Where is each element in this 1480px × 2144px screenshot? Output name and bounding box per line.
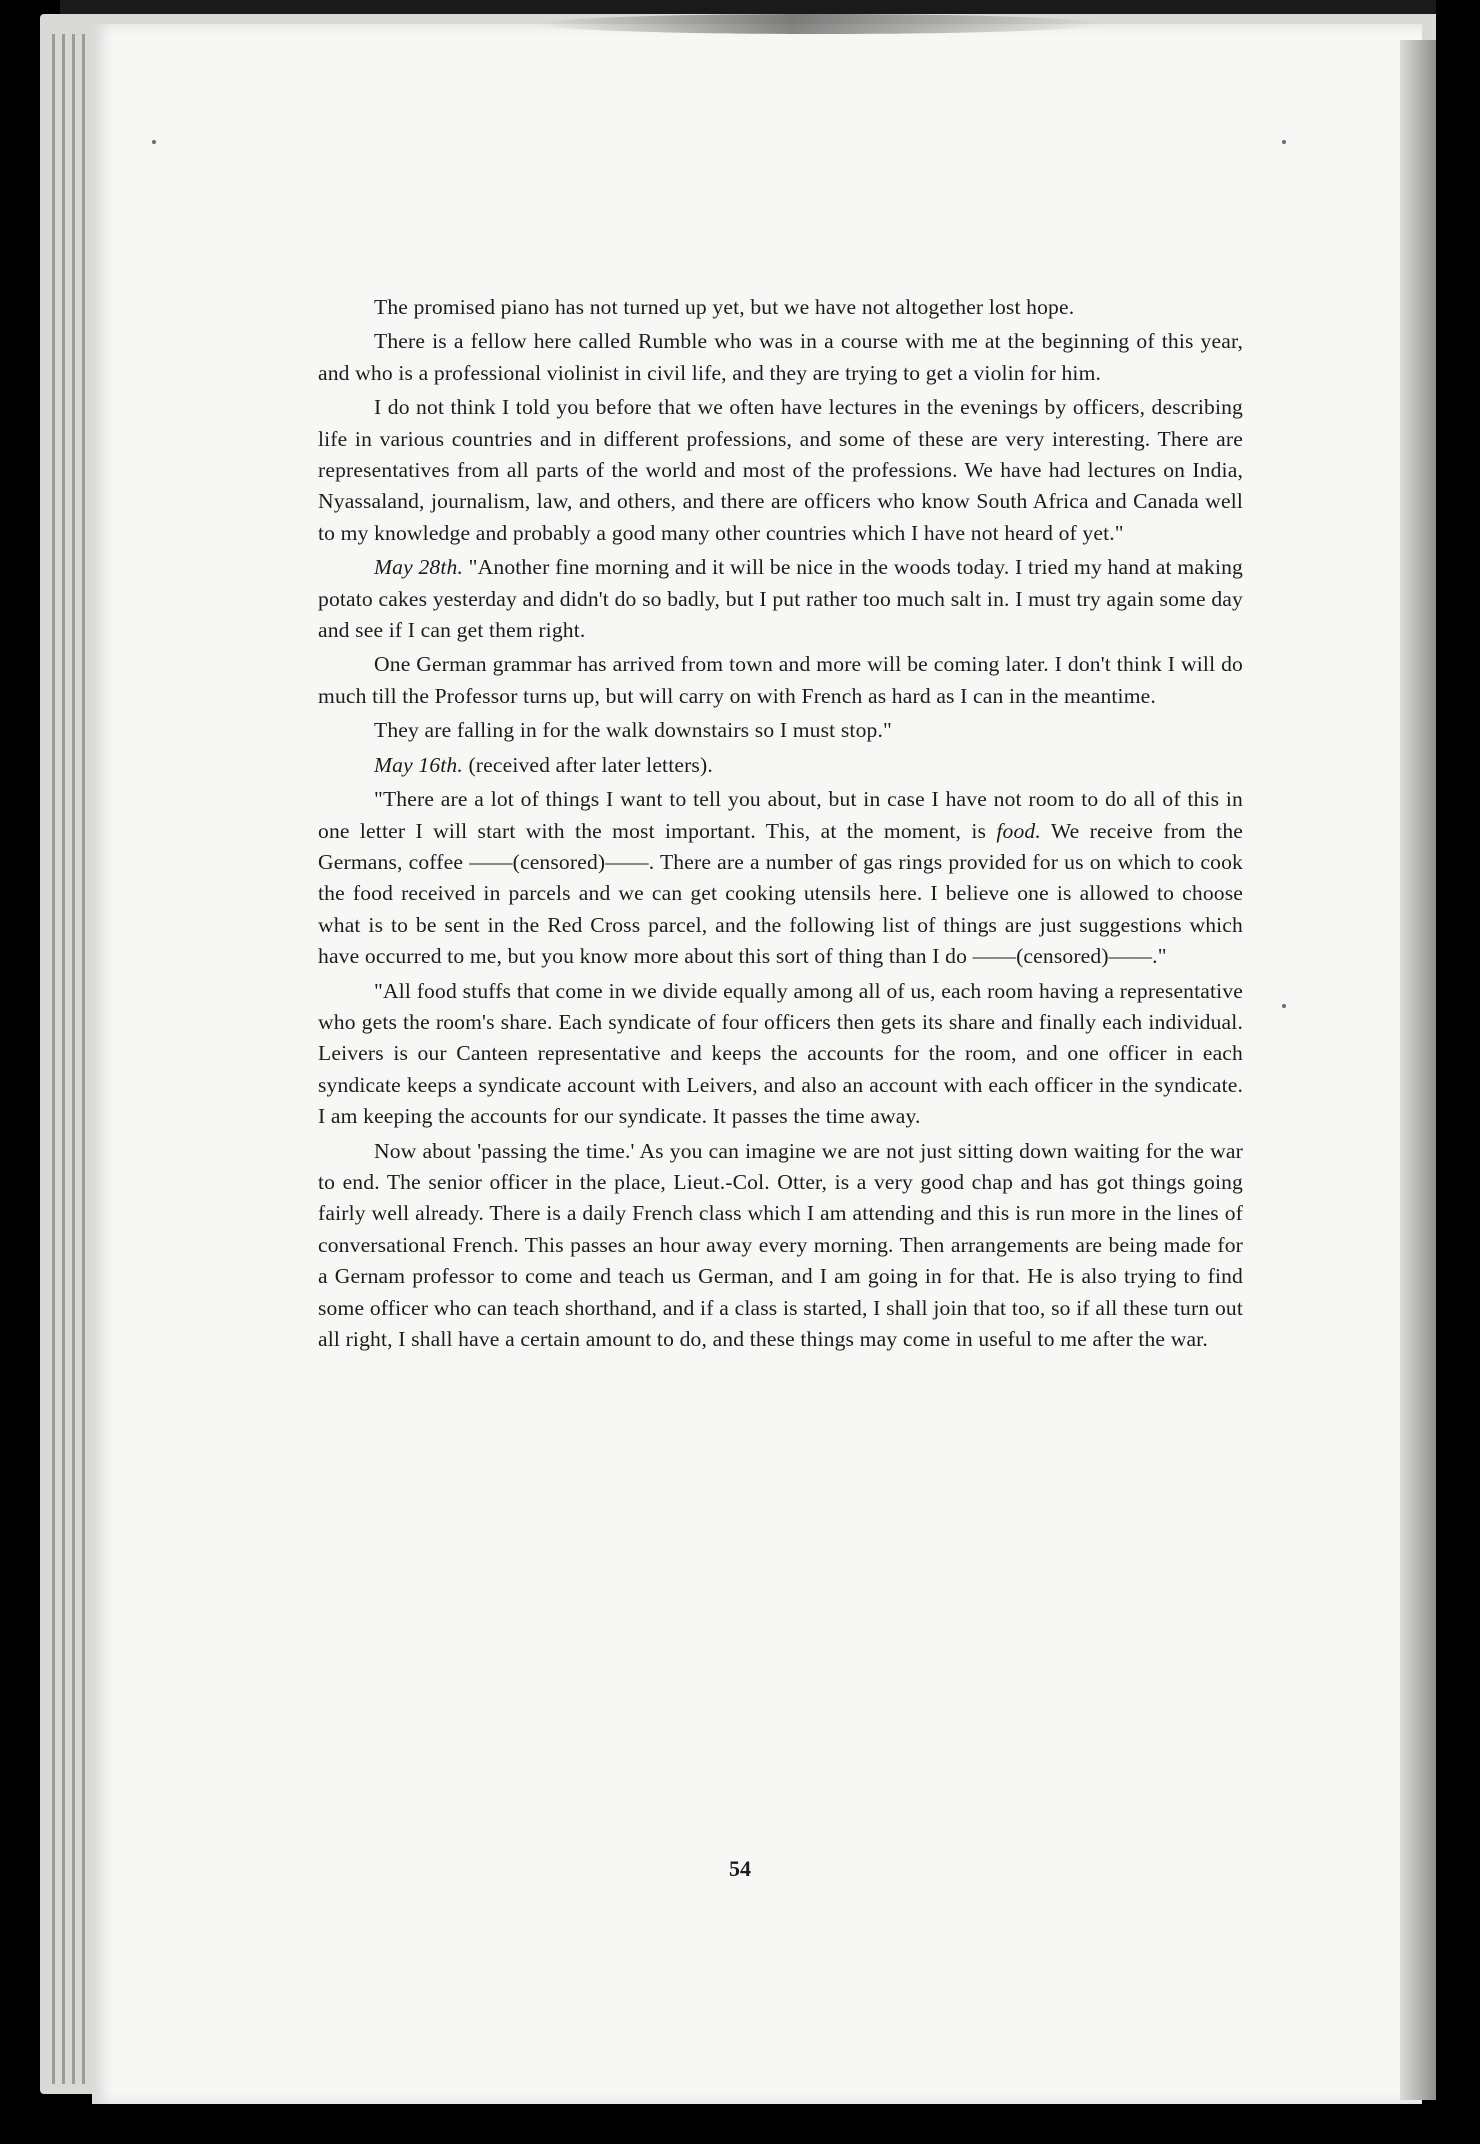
page-edge-line [82, 34, 85, 2084]
letter-text-body [318, 292, 1243, 1355]
paragraph-text: We receive from the Germans, coffee ——(censored)——. There are a number of gas rings provided for us on which to cook the food received in parcels and we can get cooking utensils here. I believe one is allowed to choose what is to be sent in the Red Cross parcel, and the following list of things are just suggestions which have occurred to me, but you know more about this sort of thing than I do ——(censored)——." [318, 818, 1243, 969]
paragraph: I do not think I told you before that we often have lectures in the evenings by officers, describing life in various countries and in different professions, and some of these are very interesting. There are representatives from all parts of the world and most of the professions. We have had lectures on India, Nyassaland, journalism, law, and others, and there are officers who know South Africa and Canada well to my knowledge and probably a good many other countries which I have not heard of yet." [318, 395, 1243, 545]
paper-speck [1282, 140, 1286, 144]
page-right-shadow [1400, 40, 1436, 2100]
paragraph-text: "Another fine morning and it will be nice in the woods today. I tried my hand at making potato cakes yesterday and didn't do so badly, but I put rather too much salt in. I must try again some day and see if I can get them right. [318, 555, 1243, 643]
paper-speck [1282, 1004, 1286, 1008]
letter-date: May 28th. [374, 555, 464, 580]
paper-speck [152, 140, 156, 144]
paragraph: "All food stuffs that come in we divide equally among all of us, each room having a representative who gets the room's share. Each syndicate of four officers then gets its share and finally each individual. Leivers is our Canteen representative and keeps the accounts for the room, and one officer in each syndicate keeps a syndicate account with Leivers, and also an account with each officer in the syndicate. I am keeping the accounts for our syndicate. It passes the time away. [318, 978, 1243, 1129]
paragraph-text: (received after later letters). [462, 752, 713, 777]
paragraph: They are falling in for the walk downstairs so I must stop." [374, 718, 892, 743]
page-edge-line [52, 34, 55, 2084]
dated-paragraph [318, 750, 1243, 781]
page-edge-line [62, 34, 65, 2084]
paragraph [318, 784, 1243, 972]
page-edge-line [72, 34, 75, 2084]
emphasized-word: food. [996, 818, 1041, 843]
dated-paragraph [318, 552, 1243, 646]
page-top-crease [540, 14, 1100, 34]
paragraph: One German grammar has arrived from town and more will be coming later. I don't think I will do much till the Professor turns up, but will carry on with French as hard as I can in the meantime. [318, 652, 1243, 708]
page-number: 54 [729, 1856, 751, 1881]
scan-right-border [1436, 0, 1480, 2144]
paragraph: There is a fellow here called Rumble who was in a course with me at the beginning of this year, and who is a professional violinist in civil life, and they are trying to get a violin for him. [318, 329, 1243, 385]
paragraph: Now about 'passing the time.' As you can imagine we are not just sitting down waiting for the war to end. The senior officer in the place, Lieut.-Col. Otter, is a very good chap and has got things going fairly well already. There is a daily French class which I am attending and this is run more in the lines of conversational French. This passes an hour away every morning. Then arrangements are being made for a Gernam professor to come and teach us German, and I am going in for that. He is also trying to find some officer who can teach shorthand, and if a class is started, I shall join that too, so if all these turn out all right, I shall have a certain amount to do, and these things may come in useful to me after the war. [318, 1138, 1243, 1351]
paragraph-text: "There are a lot of things I want to tell you about, but in case I have not room to do all of this in one letter I will start with the most important. This, at the moment, is [318, 787, 1243, 843]
paragraph: The promised piano has not turned up yet, but we have not altogether lost hope. [374, 295, 1075, 319]
letter-date: May 16th. [374, 752, 463, 777]
